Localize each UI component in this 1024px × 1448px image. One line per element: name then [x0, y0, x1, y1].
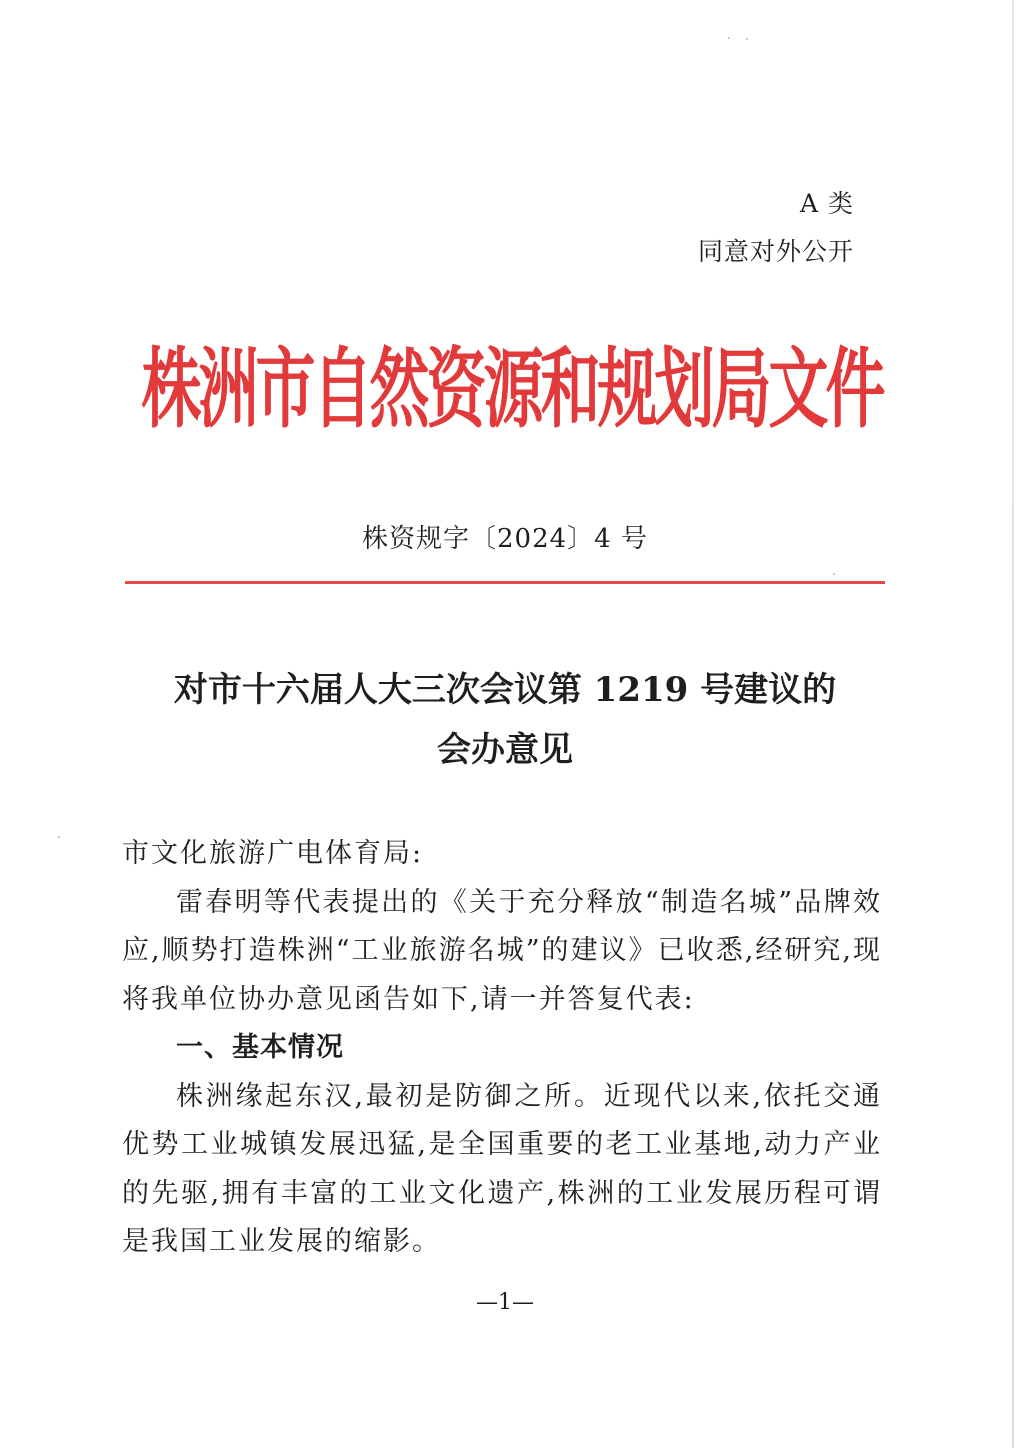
red-separator-line	[125, 581, 885, 584]
scan-speck	[833, 573, 835, 575]
page-number: —1—	[476, 1290, 534, 1315]
addressee: 市文化旅游广电体育局:	[122, 838, 424, 869]
document-body	[122, 830, 882, 1267]
section-heading: 一、基本情况	[176, 1032, 344, 1063]
scan-speck	[58, 836, 60, 838]
document-classification	[698, 180, 854, 276]
scan-page-edge	[1012, 0, 1014, 1448]
category-label: A 类	[799, 189, 854, 218]
title-line-2: 会办意见	[437, 730, 573, 770]
body-paragraph: 株洲缘起东汉,最初是防御之所。近现代以来,依托交通优势工业城镇发展迅猛,是全国重要的老工业基地,动力产业的先驱,拥有丰富的工业文化遗产,株洲的工业发展历程可谓是我国工业发展的缩影。	[122, 1080, 882, 1257]
document-number: 株资规字〔2024〕4 号	[362, 524, 648, 554]
red-masthead: 株洲市自然资源和规划局文件	[141, 339, 883, 441]
document-title	[0, 660, 1010, 780]
scan-speck	[746, 38, 748, 40]
title-line-1: 对市十六届人大三次会议第 1219 号建议的	[173, 670, 837, 710]
body-paragraph: 雷春明等代表提出的《关于充分释放“制造名城”品牌效应,顺势打造株洲“工业旅游名城”的建议》已收悉,经研究,现将我单位协办意见函告如下,请一并答复代表:	[122, 886, 882, 1015]
disclosure-label: 同意对外公开	[697, 237, 854, 266]
scan-speck	[728, 37, 730, 39]
